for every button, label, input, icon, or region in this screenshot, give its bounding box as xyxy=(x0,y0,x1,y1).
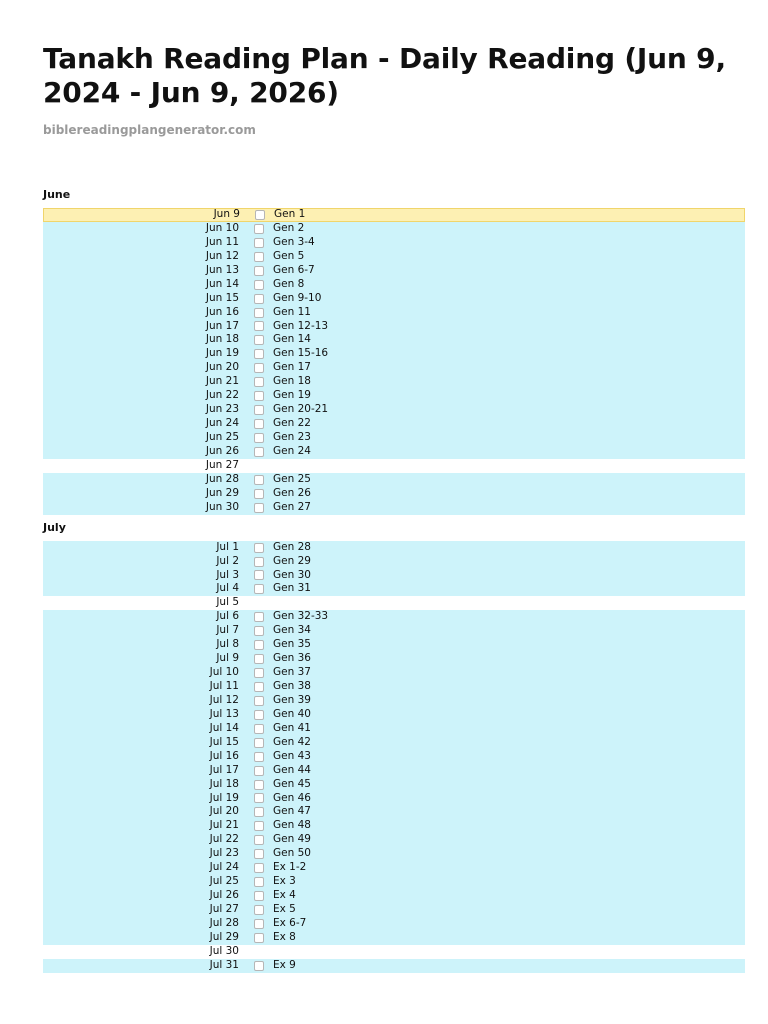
reading-checkbox[interactable] xyxy=(254,543,264,553)
reading-row xyxy=(43,652,745,666)
reading-row xyxy=(43,666,745,680)
reading-checkbox[interactable] xyxy=(254,584,264,594)
reading-date: Jun 19 xyxy=(205,347,239,360)
reading-passage: Gen 44 xyxy=(273,763,311,776)
reading-row xyxy=(43,473,745,487)
reading-date: Jul 1 xyxy=(216,540,239,553)
reading-checkbox[interactable] xyxy=(254,419,264,429)
reading-passage: Gen 5 xyxy=(273,249,305,262)
reading-checkbox[interactable] xyxy=(254,626,264,636)
reading-row xyxy=(43,582,745,596)
reading-checkbox[interactable] xyxy=(254,961,264,971)
reading-passage: Gen 36 xyxy=(273,652,311,665)
reading-checkbox[interactable] xyxy=(254,391,264,401)
reading-row xyxy=(43,292,745,306)
reading-passage: Gen 41 xyxy=(273,721,311,734)
reading-passage: Gen 25 xyxy=(273,472,311,485)
reading-date: Jul 19 xyxy=(209,791,239,804)
reading-checkbox[interactable] xyxy=(254,363,264,373)
reading-row xyxy=(43,624,745,638)
reading-checkbox[interactable] xyxy=(254,696,264,706)
reading-date: Jun 14 xyxy=(205,277,239,290)
reading-passage: Gen 46 xyxy=(273,791,311,804)
reading-date: Jun 22 xyxy=(205,389,239,402)
reading-date: Jun 11 xyxy=(205,235,239,248)
month-heading: July xyxy=(43,520,66,534)
reading-row xyxy=(43,959,745,973)
reading-row xyxy=(43,306,745,320)
reading-passage: Gen 15-16 xyxy=(273,347,329,360)
reading-checkbox[interactable] xyxy=(254,570,264,580)
reading-date: Jul 23 xyxy=(209,847,239,860)
reading-row xyxy=(43,917,745,931)
month-section xyxy=(43,521,745,973)
reading-checkbox[interactable] xyxy=(254,863,264,873)
reading-checkbox[interactable] xyxy=(254,349,264,359)
reading-passage: Gen 37 xyxy=(273,666,311,679)
reading-row xyxy=(43,389,745,403)
reading-date: Jul 31 xyxy=(209,958,239,971)
reading-passage: Gen 18 xyxy=(273,375,311,388)
reading-passage: Gen 43 xyxy=(273,749,311,762)
reading-date: Jul 5 xyxy=(216,596,239,609)
reading-passage: Ex 3 xyxy=(273,875,296,888)
reading-row xyxy=(43,694,745,708)
reading-passage: Gen 38 xyxy=(273,680,311,692)
reading-checkbox[interactable] xyxy=(254,335,264,345)
reading-passage: Gen 22 xyxy=(273,417,311,430)
reading-checkbox[interactable] xyxy=(254,612,264,622)
reading-passage: Gen 17 xyxy=(273,361,311,374)
reading-row xyxy=(43,889,745,903)
reading-checkbox[interactable] xyxy=(254,238,264,248)
reading-checkbox[interactable] xyxy=(254,475,264,485)
reading-checkbox[interactable] xyxy=(254,668,264,678)
reading-passage: Ex 4 xyxy=(273,889,296,902)
reading-date: Jul 15 xyxy=(209,735,239,748)
reading-checkbox[interactable] xyxy=(254,793,264,803)
reading-checkbox[interactable] xyxy=(254,905,264,915)
reading-passage: Gen 48 xyxy=(273,819,311,832)
reading-row xyxy=(43,903,745,917)
reading-checkbox[interactable] xyxy=(254,766,264,776)
reading-date: Jun 27 xyxy=(205,458,239,471)
reading-checkbox[interactable] xyxy=(254,405,264,415)
reading-row xyxy=(43,250,745,264)
month-section xyxy=(43,188,745,515)
reading-row xyxy=(43,861,745,875)
reading-date: Jul 29 xyxy=(209,930,239,943)
reading-date: Jun 23 xyxy=(205,403,239,416)
reading-row xyxy=(43,501,745,515)
rest-day-row xyxy=(43,596,745,610)
reading-date: Jul 30 xyxy=(209,944,239,957)
reading-date: Jul 6 xyxy=(216,610,239,623)
reading-passage: Gen 9-10 xyxy=(273,291,322,304)
reading-date: Jul 28 xyxy=(209,916,239,929)
reading-date: Jun 9 xyxy=(213,208,240,220)
reading-date: Jun 24 xyxy=(205,417,239,430)
reading-row xyxy=(43,680,745,694)
reading-row xyxy=(43,375,745,389)
reading-date: Jun 20 xyxy=(205,361,239,374)
rest-day-row xyxy=(43,459,745,473)
reading-date: Jun 21 xyxy=(205,375,239,388)
reading-date: Jul 4 xyxy=(216,582,239,595)
reading-passage: Gen 26 xyxy=(273,486,311,499)
reading-passage: Gen 34 xyxy=(273,624,311,637)
reading-date: Jul 10 xyxy=(209,666,239,679)
reading-row xyxy=(43,278,745,292)
reading-checkbox[interactable] xyxy=(254,752,264,762)
reading-passage: Gen 45 xyxy=(273,777,311,790)
reading-passage: Gen 12-13 xyxy=(273,319,329,332)
reading-checkbox[interactable] xyxy=(254,821,264,831)
reading-passage: Gen 14 xyxy=(273,333,311,346)
reading-passage: Gen 40 xyxy=(273,707,311,720)
reading-date: Jun 16 xyxy=(205,305,239,318)
reading-row xyxy=(43,347,745,361)
reading-checkbox[interactable] xyxy=(254,780,264,790)
reading-date: Jul 3 xyxy=(216,568,239,581)
reading-date: Jun 15 xyxy=(205,291,239,304)
reading-row xyxy=(43,931,745,945)
month-list xyxy=(43,188,745,973)
reading-passage: Gen 1 xyxy=(274,208,306,220)
reading-date: Jul 13 xyxy=(209,707,239,720)
reading-date: Jun 26 xyxy=(205,444,239,457)
reading-date: Jun 30 xyxy=(205,500,239,513)
reading-date: Jul 12 xyxy=(209,693,239,706)
reading-date: Jun 12 xyxy=(205,249,239,262)
reading-date: Jun 10 xyxy=(205,221,239,234)
reading-date: Jul 11 xyxy=(209,680,239,692)
reading-checkbox[interactable] xyxy=(254,489,264,499)
reading-passage: Gen 2 xyxy=(273,221,305,234)
reading-checkbox[interactable] xyxy=(254,835,264,845)
reading-row xyxy=(43,555,745,569)
reading-passage: Gen 23 xyxy=(273,431,311,443)
reading-passage: Gen 47 xyxy=(273,805,311,818)
reading-checkbox[interactable] xyxy=(254,266,264,276)
reading-checkbox[interactable] xyxy=(254,294,264,304)
reading-date: Jun 25 xyxy=(205,431,239,443)
reading-row xyxy=(43,487,745,501)
reading-row xyxy=(43,417,745,431)
reading-row xyxy=(43,236,745,250)
reading-checkbox[interactable] xyxy=(254,877,264,887)
reading-checkbox[interactable] xyxy=(254,433,264,443)
reading-row xyxy=(43,792,745,806)
reading-passage: Gen 29 xyxy=(273,554,311,567)
reading-date: Jul 20 xyxy=(209,805,239,818)
reading-checkbox[interactable] xyxy=(254,224,264,234)
reading-row-today xyxy=(43,208,745,222)
reading-row xyxy=(43,819,745,833)
reading-row xyxy=(43,736,745,750)
reading-checkbox[interactable] xyxy=(254,919,264,929)
reading-checkbox[interactable] xyxy=(254,933,264,943)
reading-row xyxy=(43,708,745,722)
reading-row xyxy=(43,569,745,583)
reading-date: Jul 8 xyxy=(216,638,239,651)
reading-row xyxy=(43,320,745,334)
reading-passage: Gen 27 xyxy=(273,500,311,513)
reading-passage: Gen 3-4 xyxy=(273,235,315,248)
reading-date: Jun 28 xyxy=(205,472,239,485)
rest-day-row xyxy=(43,945,745,959)
reading-row xyxy=(43,805,745,819)
reading-date: Jun 18 xyxy=(205,333,239,346)
reading-row xyxy=(43,875,745,889)
reading-date: Jul 7 xyxy=(216,624,239,637)
reading-date: Jul 25 xyxy=(209,875,239,888)
reading-checkbox[interactable] xyxy=(254,724,264,734)
reading-passage: Gen 49 xyxy=(273,833,311,846)
reading-row xyxy=(43,431,745,445)
reading-checkbox[interactable] xyxy=(254,807,264,817)
reading-passage: Gen 6-7 xyxy=(273,263,315,276)
reading-date: Jul 24 xyxy=(209,861,239,874)
reading-date: Jun 13 xyxy=(205,263,239,276)
page-title: Tanakh Reading Plan - Daily Reading (Jun 9, 2024 - Jun 9, 2026) xyxy=(43,42,726,109)
reading-date: Jul 16 xyxy=(209,749,239,762)
reading-date: Jun 29 xyxy=(205,486,239,499)
reading-row xyxy=(43,833,745,847)
reading-passage: Ex 8 xyxy=(273,930,296,943)
reading-passage: Gen 50 xyxy=(273,847,311,860)
reading-passage: Gen 35 xyxy=(273,638,311,651)
reading-checkbox[interactable] xyxy=(254,682,264,692)
reading-passage: Ex 1-2 xyxy=(273,861,307,874)
reading-row xyxy=(43,610,745,624)
reading-passage: Gen 42 xyxy=(273,735,311,748)
reading-date: Jul 14 xyxy=(209,721,239,734)
reading-passage: Gen 19 xyxy=(273,389,311,402)
reading-row xyxy=(43,778,745,792)
reading-checkbox[interactable] xyxy=(255,210,265,220)
site-name: biblereadingplangenerator.com xyxy=(43,123,256,137)
reading-row xyxy=(43,847,745,861)
reading-row xyxy=(43,445,745,459)
reading-checkbox[interactable] xyxy=(254,377,264,387)
reading-passage: Ex 6-7 xyxy=(273,916,307,929)
reading-checkbox[interactable] xyxy=(254,710,264,720)
reading-checkbox[interactable] xyxy=(254,503,264,513)
reading-date: Jul 21 xyxy=(209,819,239,832)
reading-row xyxy=(43,638,745,652)
reading-row xyxy=(43,264,745,278)
reading-checkbox[interactable] xyxy=(254,849,264,859)
reading-date: Jul 18 xyxy=(209,777,239,790)
reading-checkbox[interactable] xyxy=(254,557,264,567)
reading-row xyxy=(43,222,745,236)
reading-date: Jul 26 xyxy=(209,889,239,902)
month-heading: June xyxy=(43,188,71,201)
reading-date: Jul 27 xyxy=(209,903,239,915)
reading-checkbox[interactable] xyxy=(254,891,264,901)
reading-checkbox[interactable] xyxy=(254,280,264,290)
reading-checkbox[interactable] xyxy=(254,252,264,262)
reading-passage: Gen 31 xyxy=(273,582,311,595)
reading-passage: Gen 39 xyxy=(273,693,311,706)
reading-passage: Gen 11 xyxy=(273,305,311,318)
reading-date: Jul 2 xyxy=(216,554,239,567)
reading-passage: Gen 30 xyxy=(273,568,311,581)
reading-date: Jul 22 xyxy=(209,833,239,846)
reading-date: Jul 17 xyxy=(209,763,239,776)
reading-checkbox[interactable] xyxy=(254,738,264,748)
reading-passage: Gen 24 xyxy=(273,444,311,457)
reading-row xyxy=(43,361,745,375)
reading-passage: Gen 28 xyxy=(273,540,311,553)
reading-date: Jul 9 xyxy=(216,652,239,665)
reading-checkbox[interactable] xyxy=(254,640,264,650)
reading-row xyxy=(43,764,745,778)
reading-passage: Ex 5 xyxy=(273,903,296,915)
reading-row xyxy=(43,403,745,417)
reading-row xyxy=(43,333,745,347)
reading-row xyxy=(43,722,745,736)
reading-date: Jun 17 xyxy=(205,319,239,332)
reading-passage: Gen 8 xyxy=(273,277,305,290)
reading-passage: Gen 20-21 xyxy=(273,403,329,416)
reading-checkbox[interactable] xyxy=(254,654,264,664)
reading-checkbox[interactable] xyxy=(254,308,264,318)
reading-row xyxy=(43,541,745,555)
reading-passage: Ex 9 xyxy=(273,958,296,971)
reading-checkbox[interactable] xyxy=(254,447,264,457)
reading-checkbox[interactable] xyxy=(254,321,264,331)
reading-row xyxy=(43,750,745,764)
reading-passage: Gen 32-33 xyxy=(273,610,329,623)
